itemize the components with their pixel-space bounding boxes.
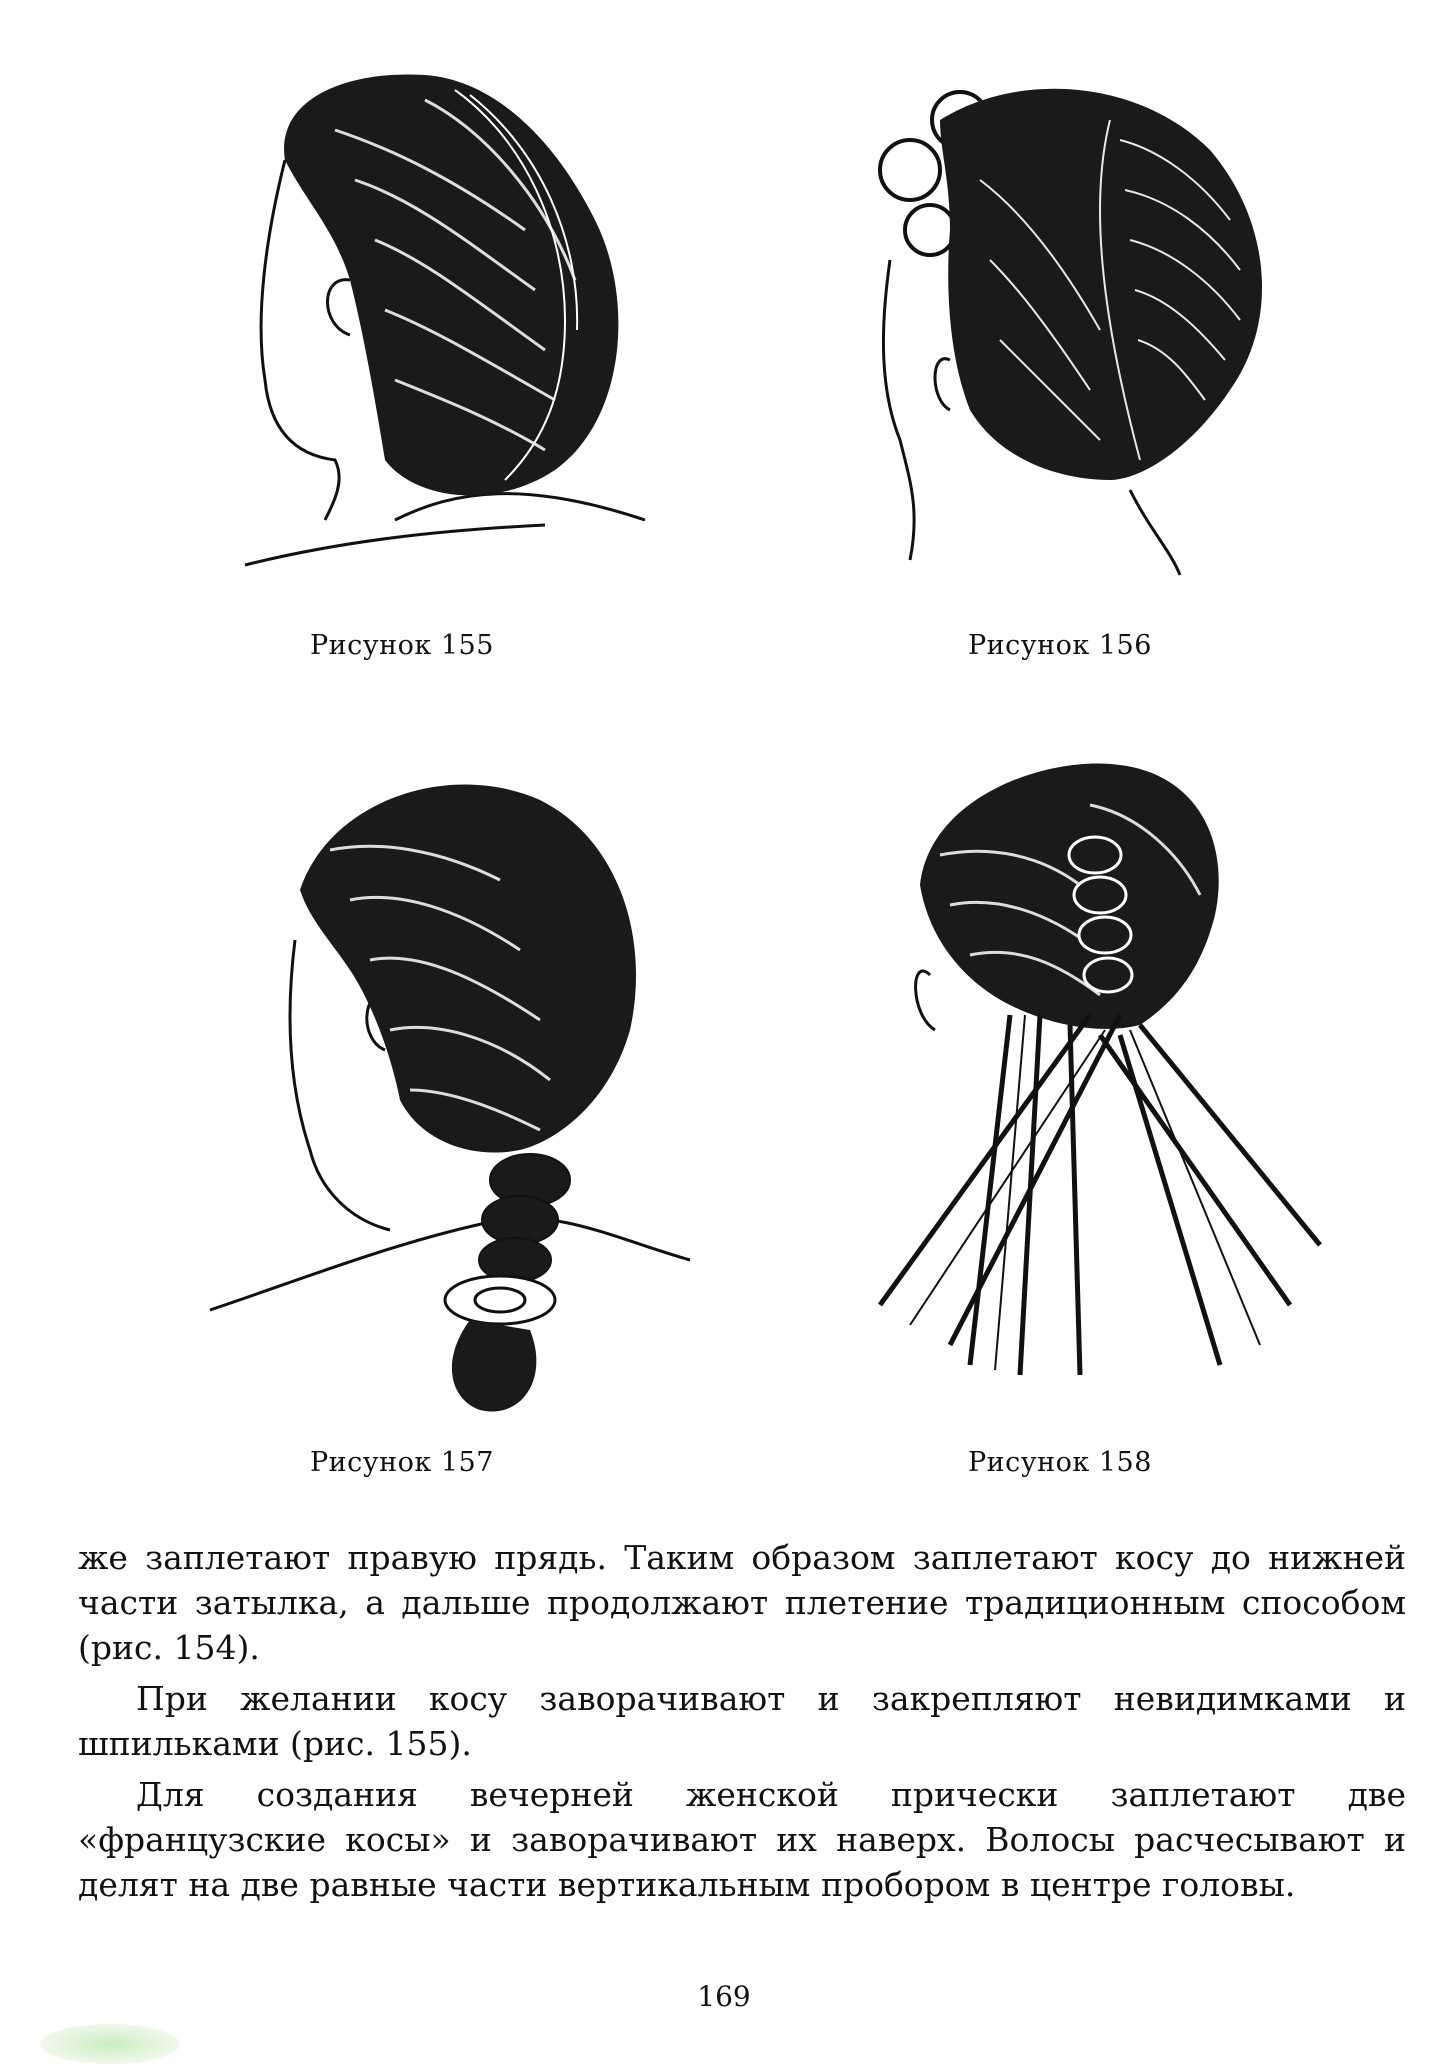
- figure-caption: Рисунок 157: [310, 1447, 494, 1478]
- braid-with-strands-illustration: [870, 745, 1350, 1385]
- paragraph: При желании косу заворачивают и закрепляют невидимками и шпильками (рис. 155).: [78, 1679, 1406, 1763]
- figure-caption: Рисунок 155: [310, 630, 494, 661]
- braid-updo-illustration: [225, 60, 665, 580]
- figure-158: [870, 745, 1350, 1385]
- french-braid-illustration: [200, 740, 700, 1420]
- scan-mark: [40, 2024, 180, 2064]
- french-twist-illustration: [850, 60, 1290, 580]
- figure-156: [850, 60, 1290, 580]
- figure-155: [225, 60, 665, 580]
- figure-caption: Рисунок 158: [968, 1447, 1152, 1478]
- figure-caption: Рисунок 156: [968, 630, 1152, 661]
- body-text: [78, 1535, 1406, 1913]
- page-number: 169: [697, 1980, 751, 2013]
- paragraph: же заплетают правую прядь. Таким образом заплетают косу до нижней части затылка, а дальше продолжают плетение традиционным способом (рис. 154).: [78, 1538, 1406, 1667]
- paragraph: Для создания вечерней женской прически заплетают две «французские косы» и заворачивают их наверх. Волосы расчесывают и делят на две равные части вертикальным пробором в центре головы.: [78, 1775, 1406, 1904]
- figure-157: [200, 740, 700, 1420]
